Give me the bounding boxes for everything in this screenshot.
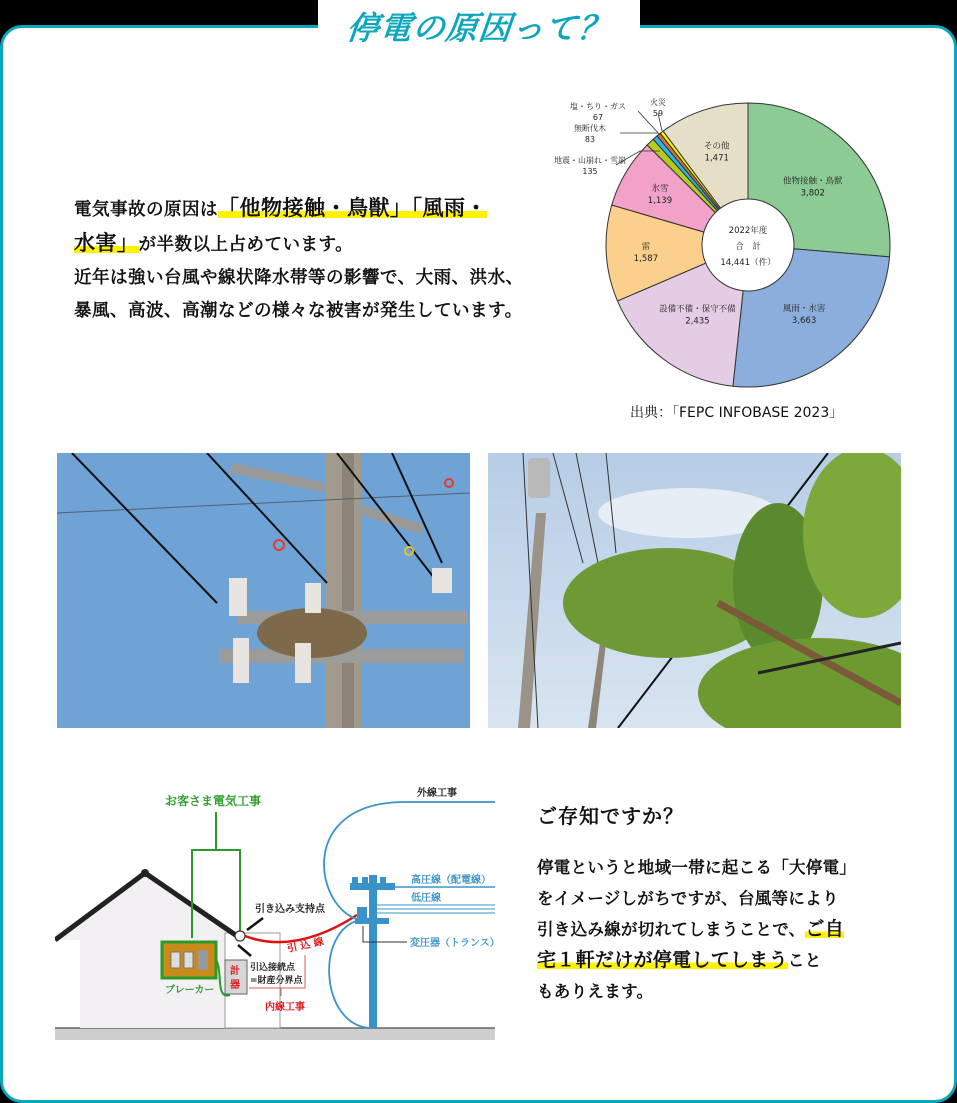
svg-text:氷雪: 氷雪 bbox=[651, 184, 669, 195]
connection-point-label: 引込接続点 bbox=[250, 963, 296, 973]
outer-work-label: 外線工事 bbox=[417, 788, 457, 799]
svg-text:1,139: 1,139 bbox=[647, 196, 673, 207]
svg-text:1,471: 1,471 bbox=[704, 153, 729, 164]
pie-svg bbox=[530, 95, 910, 395]
intro-prefix: 電気事故の原因は bbox=[74, 200, 218, 220]
svg-text:83: 83 bbox=[584, 135, 596, 144]
intro-highlight-1: 「他物接触・鳥獣」「風雨・ bbox=[218, 196, 487, 220]
intro-highlight-2: 水害」 bbox=[74, 231, 139, 255]
svg-text:他物接触・鳥獣: 他物接触・鳥獣 bbox=[783, 176, 843, 187]
svg-text:その他: その他 bbox=[703, 141, 730, 152]
dyk-line-2: をイメージしがちですが、台風等により bbox=[537, 889, 839, 908]
inner-work-label: 内線工事 bbox=[265, 1002, 305, 1013]
svg-text:雷: 雷 bbox=[641, 242, 651, 253]
svg-text:2,435: 2,435 bbox=[685, 316, 710, 327]
dyk-line-3: 引き込み線が切れてしまうことで、 bbox=[537, 920, 806, 939]
high-voltage-label: 高圧線（配電線） bbox=[411, 875, 491, 886]
low-voltage-label: 低圧線 bbox=[411, 893, 441, 904]
dyk-line-1: 停電というと地域一帯に起こる「大停電」 bbox=[537, 858, 857, 877]
title-banner bbox=[318, 0, 640, 52]
svg-text:地震・山崩れ・雪崩: 地震・山崩れ・雪崩 bbox=[554, 156, 626, 165]
dyk-highlight-b: 宅１軒だけが停電してしまう bbox=[537, 949, 788, 971]
meter-label-1: 計 bbox=[230, 966, 240, 977]
svg-text:無断伐木: 無断伐木 bbox=[574, 124, 606, 133]
svg-text:3,802: 3,802 bbox=[800, 188, 825, 199]
svg-text:風雨・水害: 風雨・水害 bbox=[782, 303, 826, 314]
svg-text:設備不備・保守不備: 設備不備・保守不備 bbox=[659, 304, 736, 315]
svg-text:合 計: 合 計 bbox=[735, 242, 761, 252]
svg-text:135: 135 bbox=[582, 167, 598, 176]
svg-text:火災: 火災 bbox=[650, 98, 666, 107]
svg-text:1,587: 1,587 bbox=[633, 254, 659, 265]
svg-text:3,663: 3,663 bbox=[791, 315, 817, 326]
svg-text:塩・ちり・ガス: 塩・ちり・ガス bbox=[570, 102, 626, 111]
support-point-label: 引き込み支持点 bbox=[255, 904, 325, 915]
service-line-label: 引 込 線 bbox=[286, 936, 325, 955]
customer-work-label: お客さま電気工事 bbox=[165, 794, 262, 808]
breaker-label: ブレーカー bbox=[165, 985, 215, 996]
chart-source: 出典：「FEPC INFOBASE 2023」 bbox=[630, 405, 844, 421]
did-you-know-title: ご存知ですか？ bbox=[537, 804, 684, 828]
service-line-diagram bbox=[55, 770, 515, 1040]
transformer-label: 変圧器（トランス） bbox=[410, 938, 500, 949]
intro-paragraph: 近年は強い台風や線状降水帯等の影響で、大雨、洪水、暴風、高波、高潮などの様々な被害が発生しています。 bbox=[74, 268, 524, 321]
cause-pie-chart bbox=[530, 95, 910, 395]
svg-text:67: 67 bbox=[592, 113, 604, 122]
dyk-highlight-a: ご自 bbox=[805, 918, 845, 940]
did-you-know-body bbox=[537, 852, 907, 1007]
dyk-line-5: もありえます。 bbox=[537, 982, 654, 1001]
photo-bird-nest bbox=[57, 453, 470, 728]
intro-text bbox=[74, 192, 524, 328]
intro-line2: が半数以上占めています。 bbox=[138, 235, 354, 255]
meter-label-2: 器 bbox=[230, 980, 240, 991]
photo-fallen-tree bbox=[488, 453, 901, 728]
dyk-line-4: こと bbox=[787, 951, 822, 970]
svg-text:14,441（件）: 14,441（件） bbox=[720, 258, 776, 268]
property-boundary-label: =財産分界点 bbox=[250, 976, 303, 986]
svg-text:2022年度: 2022年度 bbox=[728, 226, 768, 236]
page-title: 停電の原因って？ bbox=[344, 9, 613, 47]
svg-text:59: 59 bbox=[652, 109, 664, 118]
